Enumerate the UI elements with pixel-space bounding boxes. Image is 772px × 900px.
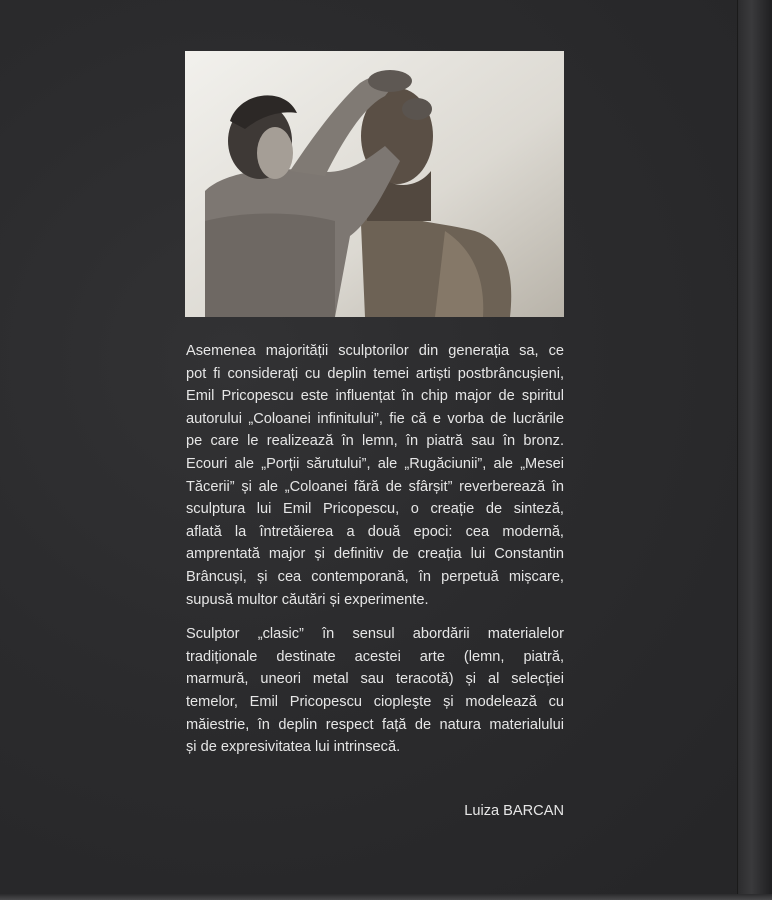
text-line: și de expresivitatea lui intrinsecă. [186, 739, 401, 756]
text-line: aflată la întretăierea a două epoci: cea modernă, [186, 523, 564, 540]
text-line: Brâncuși, și cea contemporană, în perpetuă mișcare, [186, 568, 564, 585]
text-line: tradiționale destinate acestei arte (lemn, piatră, [186, 648, 564, 665]
cover-photo [185, 51, 564, 317]
text-line: marmură, uneori metal sau teracotă) și al selecției [186, 671, 564, 688]
text-line: pe care le realizează în lemn, în piatră sau în bronz. [186, 433, 564, 450]
text-line: Tăcerii” și ale „Coloanei fără de sfârșit” reverberează în [186, 478, 564, 495]
page-edge [737, 0, 772, 900]
text-line: Ecouri ale „Porții sărutului”, ale „Rugăciunii”, ale „Mesei [186, 455, 564, 472]
text-line: Emil Pricopescu este influențat în chip major de spiritul [186, 388, 564, 405]
text-line: amprentată major și definitiv de creația lui Constantin [186, 546, 564, 563]
author-signature: Luiza BARCAN [464, 803, 564, 819]
text-line: Sculptor „clasic” în sensul abordării materialelor [186, 626, 564, 643]
text-line: pot fi considerați cu deplin temei artiști postbrâncușieni, [186, 365, 564, 382]
text-line: autorului „Coloanei infinitului”, fie că e vorba de lucrările [186, 410, 564, 427]
bottom-edge [0, 894, 772, 900]
text-line: temelor, Emil Pricopescu ciopleşte și modelează cu [186, 693, 564, 710]
text-line: Asemenea majorității sculptorilor din generația sa, ce [186, 343, 564, 359]
text-line: sculptura lui Emil Pricopescu, o creație de sinteză, [186, 501, 564, 518]
text-line: măiestrie, în deplin respect față de natura materialului [186, 716, 564, 733]
body-text [186, 340, 564, 759]
text-line: supusă multor căutări și experimente. [186, 591, 429, 608]
